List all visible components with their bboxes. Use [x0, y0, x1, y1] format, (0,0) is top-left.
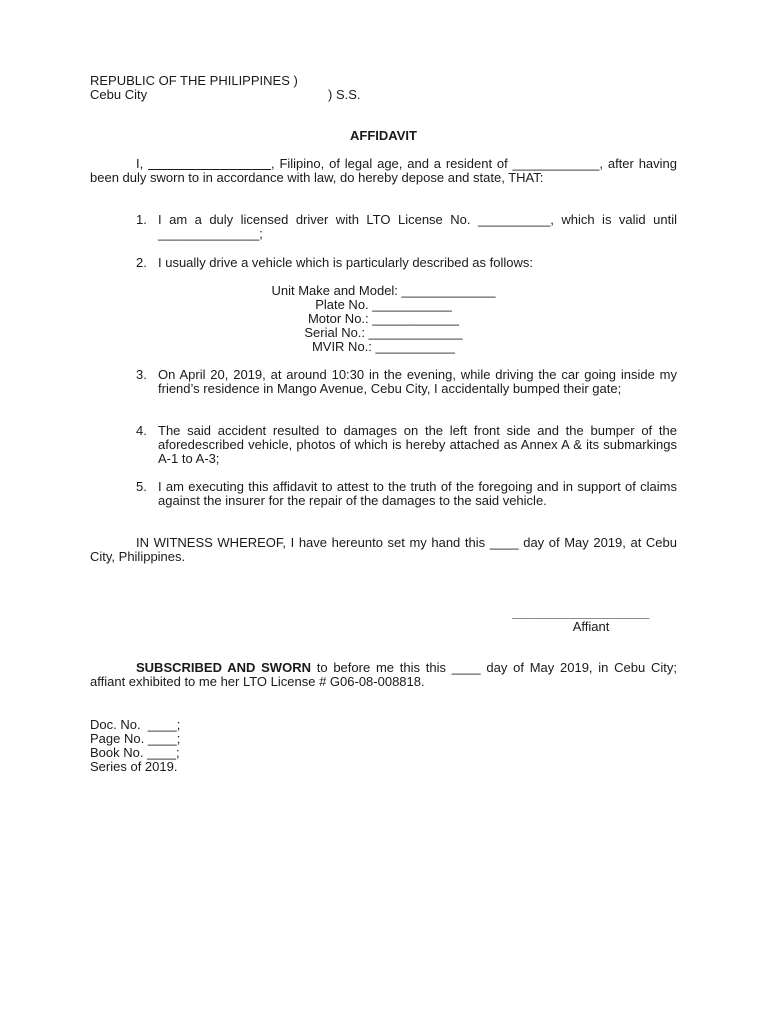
vehicle-make-model: Unit Make and Model: _____________	[271, 283, 496, 298]
list-number: 2.	[136, 255, 147, 270]
jurat-paragraph	[90, 661, 677, 689]
list-number: 3.	[136, 367, 147, 382]
page-no: Page No. ____;	[90, 731, 181, 746]
witness-paragraph: IN WITNESS WHEREOF, I have hereunto set my hand this ____ day of May 2019, at Cebu City, Philippines.	[90, 535, 677, 564]
intro-lead: I,	[136, 156, 149, 171]
list-text: I usually drive a vehicle which is particularly described as follows:	[158, 255, 533, 270]
venue-city: Cebu City	[90, 87, 148, 102]
signature-label: Affiant	[572, 619, 610, 634]
vehicle-motor: Motor No.: ____________	[307, 311, 460, 326]
document-title: AFFIDAVIT	[350, 128, 417, 143]
jurat-text: to before me this this ____ day of May 2019, in Cebu City; affiant exhibited to me her LTO License # G06-08-008818.	[90, 660, 677, 689]
doc-no: Doc. No. ____;	[90, 717, 181, 732]
affiant-name-blank: _________________	[148, 156, 271, 171]
list-number: 5.	[136, 479, 147, 494]
intro-paragraph	[90, 157, 677, 185]
list-text: I am executing this affidavit to attest to the truth of the foregoing and in support of claims against the insurer for the repair of the damages to the said vehicle.	[158, 479, 677, 508]
venue-ss: ) S.S.	[328, 87, 361, 102]
intro-rest: , Filipino, of legal age, and a resident of ____________, after having been duly sworn to in accordance with law, do hereby depose and state, THAT:	[90, 156, 677, 185]
list-item	[136, 480, 677, 508]
list-text: The said accident resulted to damages on the left front side and the bumper of the aforedescribed vehicle, photos of which is hereby attached as Annex A & its submarkings A-1 to A-3;	[158, 423, 677, 466]
vehicle-mvir: MVIR No.: ___________	[311, 339, 456, 354]
signature-line: ___________________	[512, 605, 650, 620]
list-text: On April 20, 2019, at around 10:30 in the evening, while driving the car going inside my friend’s residence in Mango Avenue, Cebu City, I accidentally bumped their gate;	[158, 367, 677, 396]
venue-line-1: REPUBLIC OF THE PHILIPPINES )	[90, 73, 298, 88]
list-text: I am a duly licensed driver with LTO License No. __________, which is valid until ______________;	[158, 212, 677, 241]
list-item	[136, 424, 677, 466]
list-number: 1.	[136, 212, 147, 227]
list-item	[136, 213, 677, 241]
vehicle-plate: Plate No. ___________	[315, 297, 452, 312]
jurat-heading: SUBSCRIBED AND SWORN	[136, 660, 311, 675]
list-item	[136, 368, 677, 396]
list-item	[136, 256, 677, 270]
vehicle-serial: Serial No.: _____________	[304, 325, 463, 340]
list-number: 4.	[136, 423, 147, 438]
series: Series of 2019.	[90, 759, 178, 774]
book-no: Book No. ____;	[90, 745, 180, 760]
